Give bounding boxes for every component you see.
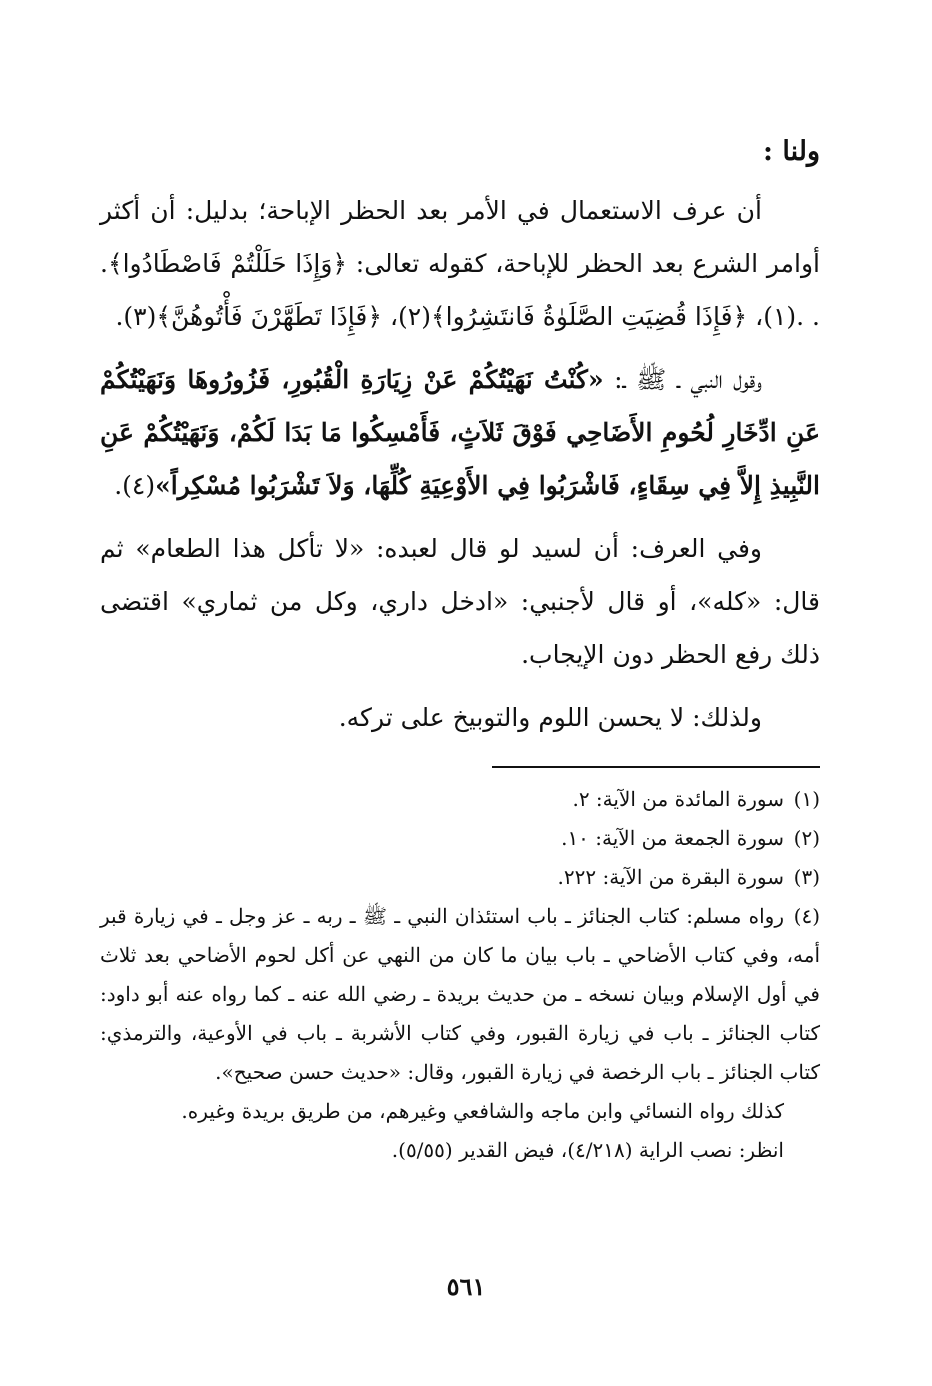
footnote-number: (١) <box>793 787 820 811</box>
hadith-intro: وقول النبي ـ ﷺ ـ: <box>614 365 763 394</box>
footnote-continuation: كذلك رواه النسائي وابن ماجه والشافعي وغيرهم، من طريق بريدة وغيره. <box>181 1099 784 1123</box>
footnote-text: رواه مسلم: كتاب الجنائز ـ باب استئذان النبي ـ ﷺ ـ ربه ـ عز وجل ـ في زيارة قبر أمه، وفي كتاب الأضاحي ـ باب بيان ما كان من النهي عن أكل لحوم الأضاحي بعد ثلاث في أول الإسلام وبيان نسخه ـ من حديث بريدة ـ رضي الله عنه ـ كما رواه عنه أبو داود: كتاب الجنائز ـ باب في زيارة القبور، وفي كتاب الأشربة ـ باب في الأوعية، والترمذي: كتاب الجنائز ـ باب الرخصة في زيارة القبور، وقال: «حديث حسن صحيح». <box>100 904 820 1084</box>
paragraph-argument: أن عرف الاستعمال في الأمر بعد الحظر الإباحة؛ بدليل: أن أكثر أوامر الشرع بعد الحظر للإباحة، كقوله تعالى: ﴿وَإِذَا حَلَلْتُمْ فَاصْطَادُوا﴾. . .(١)، ﴿فَإِذَا قُضِيَتِ الصَّلَوٰةُ فَانتَشِرُوا﴾(٢)، ﴿فَإِذَا تَطَهَّرْنَ فَأْتُوهُنَّ﴾(٣). <box>100 196 820 331</box>
paragraph-custom: وفي العرف: أن لسيد لو قال لعبده: «لا تأكل هذا الطعام» ثم قال: «كله»، أو قال لأجنبي: «ادخل داري، وكل من ثماري» اقتضى ذلك رفع الحظر دون الإيجاب. <box>100 534 820 669</box>
footnote-text: سورة الجمعة من الآية: ١٠. <box>561 826 784 850</box>
footnote-number: (٣) <box>793 865 820 889</box>
footnote-divider <box>492 766 820 768</box>
footnote-item <box>100 819 820 858</box>
footnote-number: (٤) <box>793 904 820 928</box>
footnote-text: سورة البقرة من الآية: ٢٢٢. <box>557 865 784 889</box>
hadith-footnote-ref: (٤). <box>114 471 156 500</box>
section-heading: ولنا : <box>762 136 820 167</box>
footnote-item <box>100 858 820 897</box>
paragraph-hadith <box>100 353 820 512</box>
footnote-item <box>100 780 820 819</box>
page-body <box>100 130 820 1170</box>
footnotes <box>100 780 820 1170</box>
footnote-number: (٢) <box>793 826 820 850</box>
footnote-continuation: انظر: نصب الراية (٤/٢١٨)، فيض القدير (٥/٥٥). <box>391 1138 784 1162</box>
page-number: ٥٦١ <box>446 1272 486 1301</box>
paragraph-conclusion: ولذلك: لا يحسن اللوم والتوبيخ على تركه. <box>338 703 762 732</box>
footnote-text: سورة المائدة من الآية: ٢. <box>572 787 784 811</box>
hadith-text: «كُنْتُ نَهَيْتُكُمْ عَنْ زِيَارَةِ الْقُبُورِ، فَزُورُوهَا وَنَهَيْتُكُمْ عَنِ ادِّخَارِ لُحُومِ الأَضَاحِي فَوْقَ ثَلاَثٍ، فَأَمْسِكُوا مَا بَدَا لَكُمْ، وَنَهَيْتُكُمْ عَنِ النَّبِيذِ إِلاَّ فِي سِقَاءٍ، فَاشْرَبُوا فِي الأَوْعِيَةِ كُلِّهَا، وَلاَ تَشْرَبُوا مُسْكِراً» <box>100 365 820 500</box>
footnote-item <box>100 897 820 1092</box>
